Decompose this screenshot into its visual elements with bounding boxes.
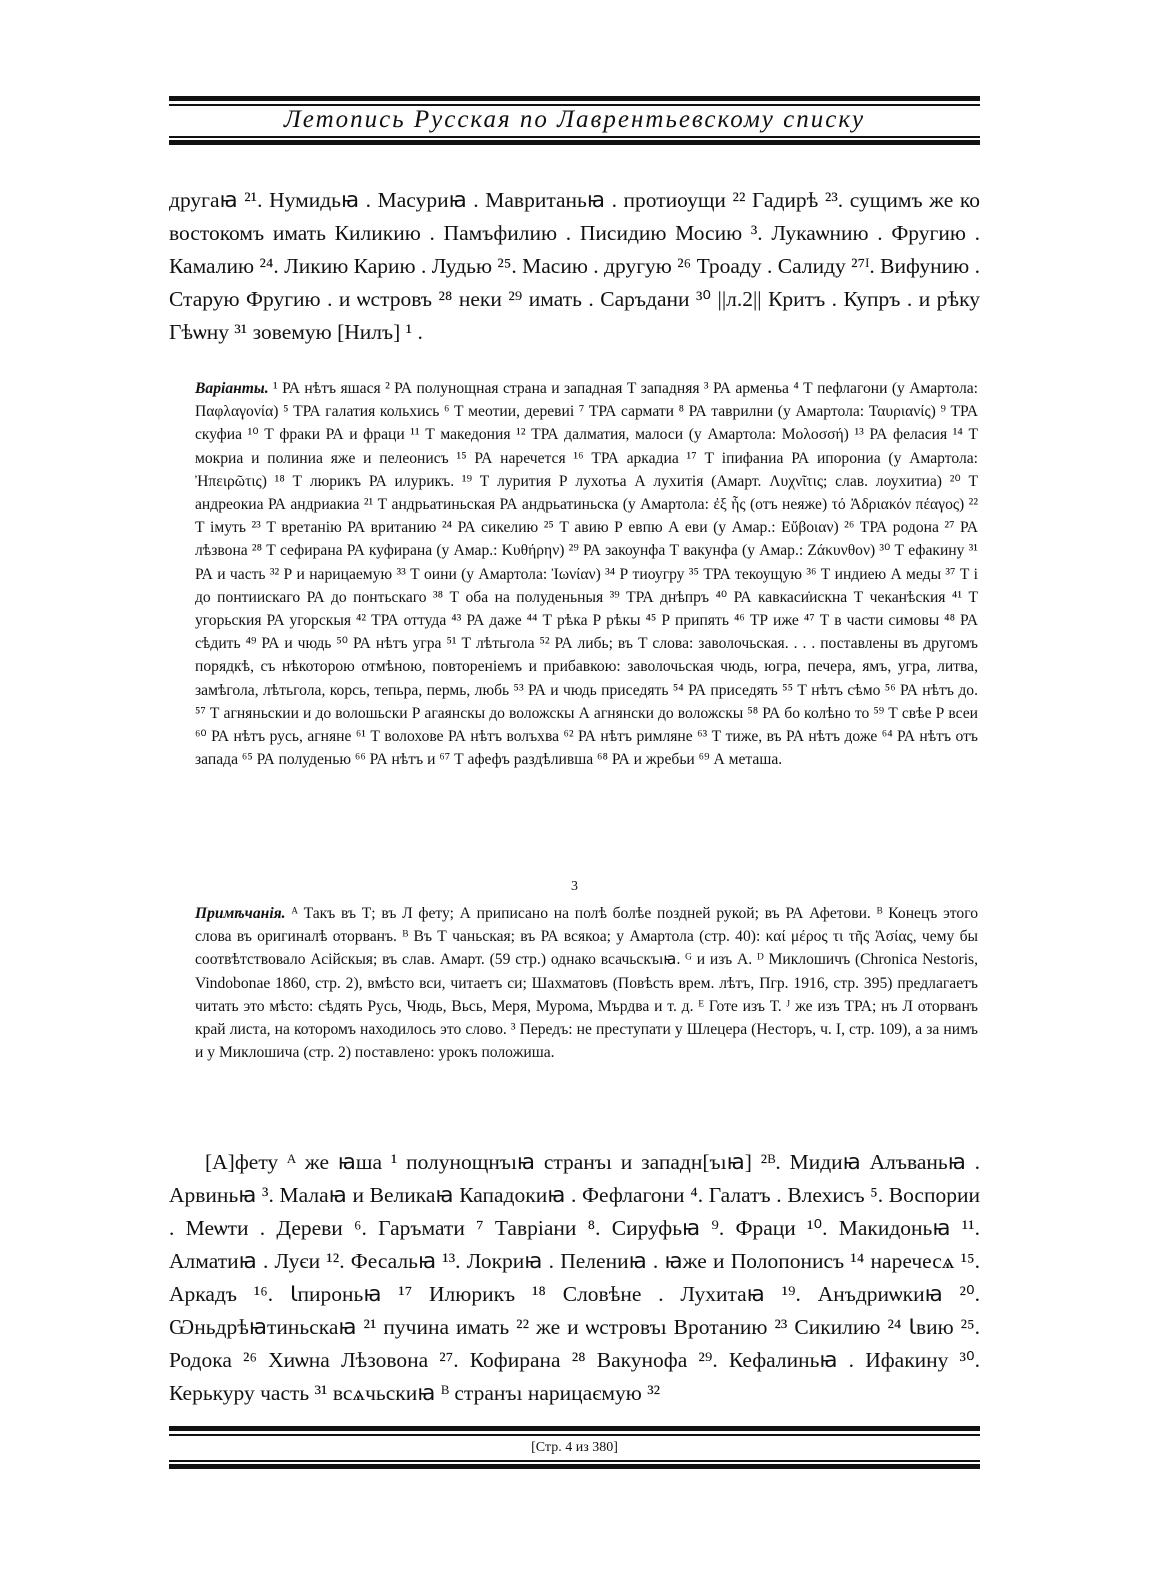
footer-rule-bottom	[169, 1464, 980, 1469]
notes-text: ᴬ Такъ въ Т; въ Л фету; А приписано на полѣ болѣе поздней рукой; въ РА Афетови. ᴮ Конецъ этого слова въ оригиналѣ оторванъ. ᴮ Въ Т чаньская; въ РА всякоа; у Амартола (стр. 40): καί μέρος τι τῆς Ἀσίας, чему бы соотвѣтствовало Асійскыя; въ слав. Амарт. (59 стр.) однако всачьскъıꙗ. ᴳ и изъ А. ᴰ Миклошичъ (Chronica Nestoris, Vindobonae 1860, стр. 2), вмѣсто вси, читаетъ си; Шахматовъ (Повѣсть врем. лѣтъ, Пгр. 1916, стр. 395) предлагаетъ читать это мѣсто: сѣдять Русь, Чюдь, Вьсь, Меря, Мурома, Мърдва и т. д. ᴱ Готе изъ Т. ᴶ же изъ ТРА; нъ Л оторванъ край листа, на которомъ находилось это слово. ³ Передъ: не преступати у Шлецера (Несторъ, ч. I, стр. 109), а за нимъ и у Миклошича (стр. 2) поставлено: урокъ положиша.	[195, 905, 978, 1062]
header-rule-bottom-thin	[169, 136, 980, 138]
notes-apparatus	[195, 902, 978, 1064]
notes-label: Примѣчанія.	[195, 905, 286, 922]
variants-label: Варіанты.	[195, 380, 269, 397]
footer-rule-top	[169, 1426, 980, 1431]
variants-apparatus	[195, 377, 978, 771]
chronicle-text-bottom: [А]фету ᴬ же ꙗша ¹ полунощнъıꙗ странъı и западн[ъıꙗ] ²ᴮ. Мидиꙗ Алъваньꙗ . Арвиньꙗ ³. Малаꙗ и Великаꙗ Кападокиꙗ . Фефлагони ⁴. Галатъ . Влехисъ ⁵. Воспории . Меѡти . Дереви ⁶. Гаръмати ⁷ Тавріани ⁸. Сируфьꙗ ⁹. Фраци ¹⁰. Макидоньꙗ ¹¹. Алматиꙗ . Луєи ¹². Фесальꙗ ¹³. Локриꙗ . Пелениꙗ . ꙗже и Полопонисъ ¹⁴ наречесѧ ¹⁵. Аркадъ ¹⁶. Ꙇпироньꙗ ¹⁷ Илюрикъ ¹⁸ Словѣне . Лухитаꙗ ¹⁹. Анъдриѡкиꙗ ²⁰. Ѡньдрѣꙗтиньскаꙗ ²¹ пучина имать ²² же и ѡстровъı Вротанию ²³ Сикилию ²⁴ Ꙇвию ²⁵. Родока ²⁶ Хиѡна Лѣзовона ²⁷. Кофирана ²⁸ Вакунофа ²⁹. Кефалиньꙗ . Ифакину ³⁰. Керькуру часть ³¹ всѧчьскиꙗ ᴮ странъı нарицаємую ³²	[169, 1150, 980, 1405]
footer-rule-top-thin	[169, 1434, 980, 1436]
header-rule-top	[169, 96, 980, 101]
footer-rule-bottom-thin	[169, 1460, 980, 1462]
running-header-title: Летопись Русская по Лаврентьевскому списку	[283, 106, 866, 133]
page-counter: [Стр. 4 из 380]	[531, 1440, 618, 1455]
chronicle-text-top: другаꙗ ²¹. Нумидьꙗ . Масуриꙗ . Мавританьꙗ . протиоущи ²² Гадирѣ ²³. сущимъ же ко востокомъ имать Киликию . Памъфилию . Писидию Мосию ³. Лукаѡнию . Фругию . Камалию ²⁴. Ликию Карию . Лудью ²⁵. Масию . другую ²⁶ Троаду . Салиду ²⁷ᴵ. Вифунию . Старую Фругию . и ѡстровъ ²⁸ неки ²⁹ имать . Саръдани ³⁰ ||л.2|| Критъ . Купръ . и рѣку Гѣѡну ³¹ зовемую [Нилъ] ¹ .	[169, 188, 980, 344]
header-rule-bottom	[169, 140, 980, 145]
section-number: 3	[571, 879, 578, 894]
variants-text: ¹ РА нѣтъ яшася ² РА полунощная страна и западная Т западняя ³ РА арменьа ⁴ Т пефлагони (у Амартола: Παφλαγονία) ⁵ ТРА галатия кольхись ⁶ Т меотии, деревиі ⁷ ТРА сармати ⁸ РА таврилни (у Амартола: Ταυριανίς) ⁹ ТРА скуфиа ¹⁰ Т фраки РА и фраци ¹¹ Т македония ¹² ТРА далматия, малоси (у Амартола: Μολοσσή) ¹³ РА феласия ¹⁴ Т мокриа и полиниа яже и пелеонисъ ¹⁵ РА наречется ¹⁶ ТРА аркадиа ¹⁷ Т іпифаниа РА ипорониа (у Амартола: Ἠπειρῶτις) ¹⁸ Т люрикъ РА илурикъ. ¹⁹ Т лурития Р лухотьа А лухитія (Амарт. Λυχνῖτις; слав. лоухитиа) ²⁰ Т андреокиа РА андриакиа ²¹ Т андрьатиньская РА андрьатиньска (у Амартола: ἐξ ἧς (отъ неяже) τό Ἀδριακόν πέαγος) ²² Т імуть ²³ Т вретанію РА вританию ²⁴ РА сикелию ²⁵ Т авию Р евпю А еви (у Амар.: Εὔβοιαν) ²⁶ ТРА родона ²⁷ РА лѣзвона ²⁸ Т сефирана РА куфирана (у Амар.: Κυθήρην) ²⁹ РА закоунфа Т вакунфа (у Амар.: Ζάκυνθον) ³⁰ Т ефакину ³¹ РА и часть ³² Р и нарицаемую ³³ Т оини (у Амартола: Ἰωνίαν) ³⁴ Р тиоугру ³⁵ ТРА текоущую ³⁶ Т индиею А меды ³⁷ Т і до понтиискаго РА до понтьскаго ³⁸ Т оба на полуденьныя ³⁹ ТРА днѣпръ ⁴⁰ РА кавкаси̇искна Т чеканѣския ⁴¹ Т угорьския РА угорскыя ⁴² ТРА оттуда ⁴³ РА даже ⁴⁴ Т рѣка Р рѣкы ⁴⁵ Р припять ⁴⁶ ТР иже ⁴⁷ Т в части симовы ⁴⁸ РА сѣдить ⁴⁹ РА и чюдь ⁵⁰ РА нѣтъ угра ⁵¹ Т лѣтьгола ⁵² РА либь; въ Т слова: заволочьская. . . . поставлены въ другомъ порядкѣ, съ нѣкоторою отмѣною, повтореніемъ и прибавкою: заволочьская чюдь, югра, печера, ямъ, угра, литва, замѣгола, лѣтьгола, корсь, тепьра, пермь, любь ⁵³ РА и чюдь приседять ⁵⁴ РА приседять ⁵⁵ Т нѣтъ сѣмо ⁵⁶ РА нѣтъ до. ⁵⁷ Т агняньскии и до волошьски Р агаянскы до воложскы А агнянски до воложскы ⁵⁸ РА бо колѣно то ⁵⁹ Т свѣе Р всеи ⁶⁰ РА нѣтъ русь, агняне ⁶¹ Т волохове РА нѣтъ волъхва ⁶² РА нѣтъ римляне ⁶³ Т тиже, въ РА нѣтъ доже ⁶⁴ РА нѣтъ отъ запада ⁶⁵ РА полуденью ⁶⁶ РА нѣтъ и ⁶⁷ Т афефъ раздѣливша ⁶⁸ РА и жребьи ⁶⁹ А меташа.	[195, 380, 978, 769]
